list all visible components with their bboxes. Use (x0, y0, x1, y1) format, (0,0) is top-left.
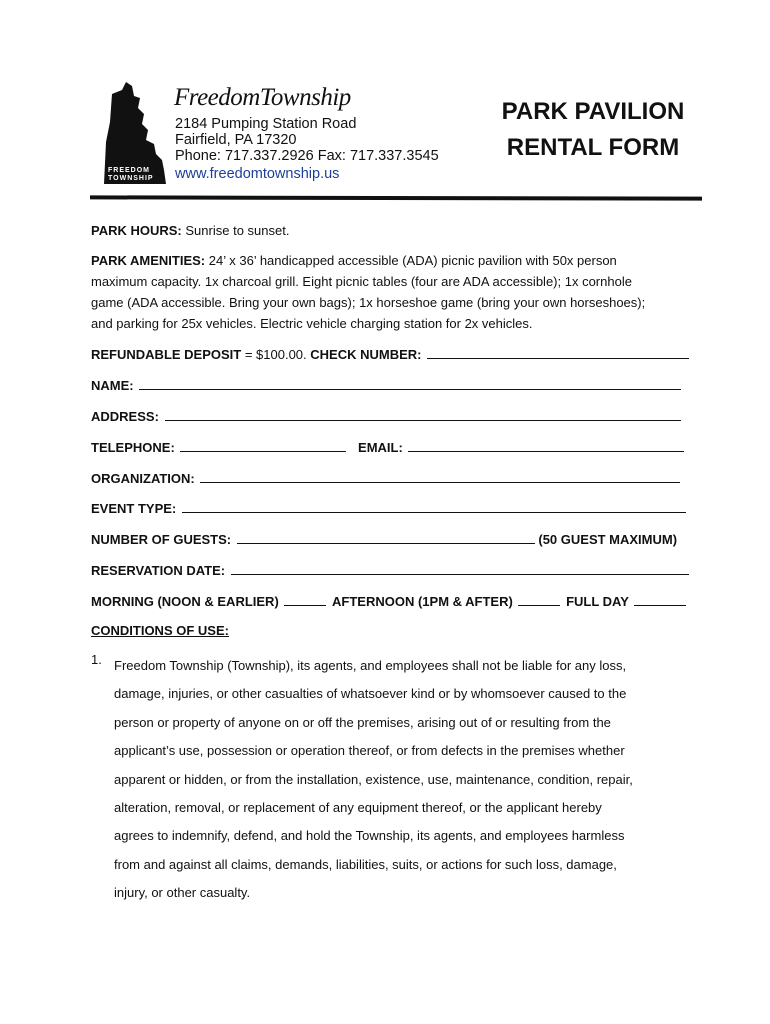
reservation-date-field[interactable] (231, 562, 689, 575)
telephone-field[interactable] (180, 439, 346, 452)
address-label: ADDRESS: (91, 409, 159, 424)
morning-label: MORNING (NOON & EARLIER) (91, 594, 279, 609)
org-name: FreedomTownship (174, 84, 351, 111)
full-day-label: FULL DAY (566, 594, 629, 609)
logo-text-freedom: FREEDOM (108, 167, 150, 174)
event-type-label: EVENT TYPE: (91, 501, 177, 516)
address-field[interactable] (165, 408, 681, 421)
amenities-line: game (ADA accessible. Bring your own bags); 1x horseshoe game (bring your own horseshoes); (91, 295, 646, 310)
guests-field[interactable] (237, 531, 535, 544)
park-hours (91, 223, 289, 238)
condition-line: injury, or other casualty. (114, 885, 251, 901)
condition-item-number: 1. (91, 652, 102, 667)
event-type-row (91, 500, 686, 516)
header-divider (90, 195, 702, 200)
full-day-field[interactable] (634, 593, 686, 606)
event-type-field[interactable] (182, 500, 686, 513)
telephone-label: TELEPHONE: (91, 440, 175, 455)
park-amenities-label: PARK AMENITIES: (91, 253, 206, 268)
organization-field[interactable] (200, 470, 680, 483)
telephone-email-row (91, 439, 684, 455)
reservation-date-label: RESERVATION DATE: (91, 563, 226, 578)
condition-line: damage, injuries, or other casualties of whatsoever kind or by whomsoever caused to the (114, 686, 627, 702)
condition-line: Freedom Township (Township), its agents, and employees shall not be liable for any loss, (114, 658, 627, 673)
condition-line: from and against all claims, demands, liabilities, suits, or actions for such loss, damage, (114, 856, 617, 872)
amenities-line (91, 250, 681, 271)
deposit-row (91, 346, 689, 362)
org-website-link[interactable]: www.freedomtownship.us (175, 166, 340, 182)
condition-item-1 (114, 652, 684, 908)
address-row (91, 408, 681, 424)
condition-line: apparent or hidden, or from the installation, existence, use, maintenance, condition, repair, (114, 771, 633, 787)
logo-text-township: TOWNSHIP (108, 175, 154, 182)
park-amenities (91, 250, 681, 334)
deposit-label: REFUNDABLE DEPOSIT (91, 347, 242, 362)
afternoon-field[interactable] (518, 593, 560, 606)
email-field[interactable] (408, 439, 684, 452)
amenities-line: and parking for 25x vehicles. Electric vehicle charging station for 2x vehicles. (91, 316, 533, 331)
name-field[interactable] (139, 377, 681, 390)
organization-label: ORGANIZATION: (91, 471, 195, 486)
org-address-line2: Fairfield, PA 17320 (175, 132, 297, 148)
condition-line: agrees to indemnify, defend, and hold the Township, its agents, and employees harmless (114, 828, 625, 844)
amenities-line: maximum capacity. 1x charcoal grill. Eight picnic tables (four are ADA accessible); 1x cornhole (91, 274, 632, 289)
deposit-value: = $100.00. (241, 347, 311, 362)
org-address-line1: 2184 Pumping Station Road (175, 116, 357, 132)
morning-field[interactable] (284, 593, 326, 606)
time-slot-row (91, 593, 686, 609)
check-number-label: CHECK NUMBER: (310, 347, 422, 362)
org-phone-fax: Phone: 717.337.2926 Fax: 717.337.3545 (175, 148, 439, 164)
guests-row (91, 531, 677, 547)
condition-line: applicant’s use, possession or operation thereof, or from defects in the premises whether (114, 743, 625, 759)
park-hours-label: PARK HOURS: (91, 223, 182, 238)
afternoon-label: AFTERNOON (1PM & AFTER) (332, 594, 513, 609)
organization-row (91, 470, 680, 486)
condition-line: person or property of anyone on or off the premises, arising out of or resulting from the (114, 714, 611, 730)
name-label: NAME: (91, 378, 134, 393)
amenities-text: 24’ x 36’ handicapped accessible (ADA) picnic pavilion with 50x person (208, 253, 617, 268)
form-title-line2: RENTAL FORM (506, 134, 680, 161)
check-number-field[interactable] (427, 346, 689, 359)
reservation-date-row (91, 562, 689, 578)
conditions-title: CONDITIONS OF USE: (91, 623, 229, 638)
township-logo (104, 82, 166, 184)
park-hours-value: Sunrise to sunset. (185, 223, 290, 238)
name-row (91, 377, 681, 393)
guest-maximum-note: (50 GUEST MAXIMUM) (538, 532, 678, 547)
email-label: EMAIL: (358, 440, 403, 455)
form-title-line1: PARK PAVILION (501, 98, 685, 125)
condition-line: alteration, removal, or replacement of any equipment thereof, or the applicant hereby (114, 800, 602, 816)
form-title (488, 94, 698, 166)
guests-label: NUMBER OF GUESTS: (91, 532, 232, 547)
